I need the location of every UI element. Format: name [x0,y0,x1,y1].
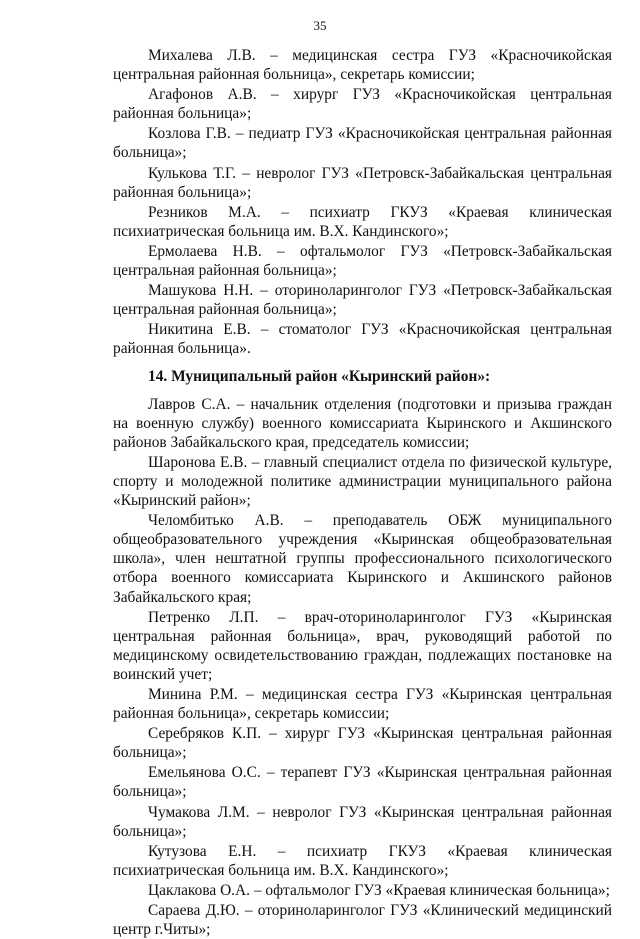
member-entry: Михалева Л.В. – медицинская сестра ГУЗ «Красночикойская центральная районная больница», секретарь комиссии; [113,47,612,84]
section-heading: 14. Муниципальный район «Кыринский район»: [148,367,491,385]
kyrinsky-commission-list [113,395,612,939]
member-entry: Козлова Г.В. – педиатр ГУЗ «Красночикойская центральная районная больница»; [113,125,612,162]
page-number: 35 [313,18,327,33]
member-entry: Ермолаева Н.В. – офтальмолог ГУЗ «Петровск-Забайкальская центральная районная больница»; [113,242,612,280]
member-entry: Петренко Л.П. – врач-оториноларинголог ГУЗ «Кыринская центральная районная больница», врач, руководящий работой по медицинскому освидетельствованию граждан, подлежащих постановке на воинский учет; [113,608,612,683]
member-entry: Никитина Е.В. – стоматолог ГУЗ «Красночикойская центральная районная больница». [113,321,612,358]
member-entry: Емельянова О.С. – терапевт ГУЗ «Кыринская центральная районная больница»; [113,764,612,801]
member-entry: Сараева Д.Ю. – оториноларинголог ГУЗ «Клинический медицинский центр г.Читы»; [113,902,612,939]
member-entry: Чумакова Л.М. – невролог ГУЗ «Кыринская центральная районная больница»; [113,803,612,840]
member-entry: Цаклакова О.А. – офтальмолог ГУЗ «Краевая клиническая больница»; [148,881,610,899]
member-entry: Резников М.А. – психиатр ГКУЗ «Краевая клиническая психиатрическая больница им. В.Х. Кандинского»; [113,203,612,240]
member-entry: Минина Р.М. – медицинская сестра ГУЗ «Кыринская центральная районная больница», секретарь комиссии; [113,686,612,723]
member-entry: Агафонов А.В. – хирург ГУЗ «Красночикойская центральная районная больница»; [113,86,612,123]
commission-list-continued [113,46,612,359]
member-entry: Челомбитько А.В. – преподаватель ОБЖ муниципального общеобразовательного учреждения «Кыринская общеобразовательная школа», член нештатной группы профессионального психологического отбора военного комиссариата Кыринского и Акшинского районов Забайкальского края; [113,512,612,606]
member-entry: Машукова Н.Н. – оториноларинголог ГУЗ «Петровск-Забайкальская центральная районная больница»; [113,282,612,319]
member-entry: Серебряков К.П. – хирург ГУЗ «Кыринская центральная районная больница»; [113,725,612,762]
member-entry: Кутузова Е.Н. – психиатр ГКУЗ «Краевая клиническая психиатрическая больница им. В.Х. Кандинского»; [113,842,612,879]
member-entry: Кулькова Т.Г. – невролог ГУЗ «Петровск-Забайкальская центральная районная больница»; [113,164,612,201]
member-entry: Шаронова Е.В. – главный специалист отдела по физической культуре, спорту и молодежной политике администрации муниципального района «Кыринский район»; [113,453,612,510]
member-entry: Лавров С.А. – начальник отделения (подготовки и призыва граждан на военную службу) военного комиссариата Кыринского и Акшинского районов Забайкальского края, председатель комиссии; [113,395,612,451]
